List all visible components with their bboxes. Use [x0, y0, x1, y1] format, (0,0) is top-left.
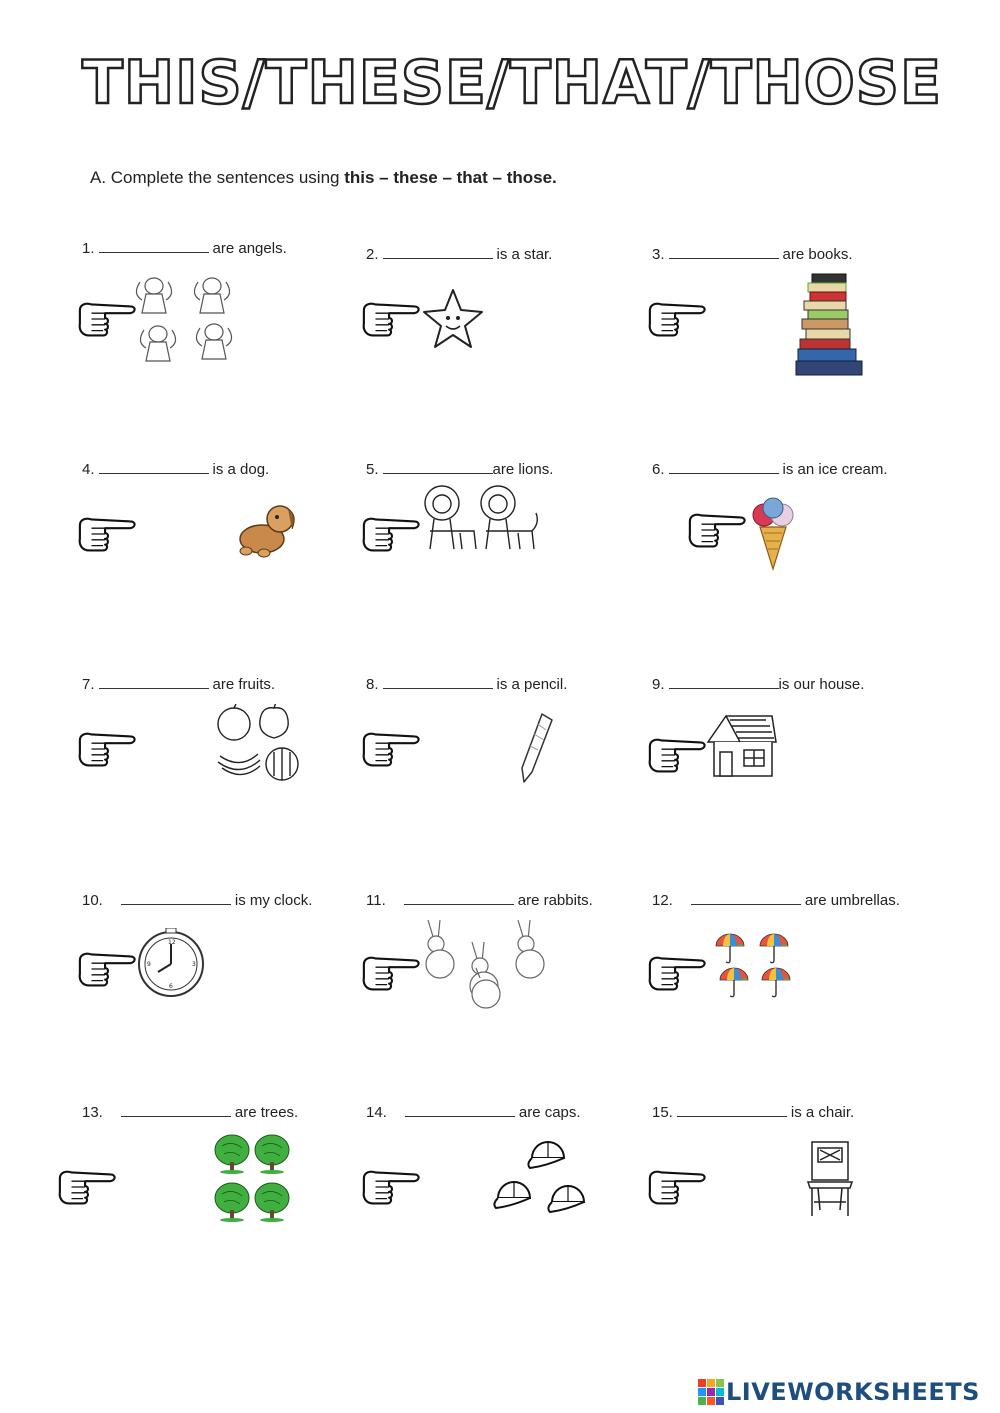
pointing-hand-icon [646, 298, 708, 340]
item-number: 14. [366, 1104, 387, 1121]
item-text: is my clock. [234, 892, 313, 909]
question-7 [82, 676, 275, 693]
item-text: are angels. [212, 240, 287, 257]
item-number: 3. [652, 246, 665, 263]
caps-icon [490, 1136, 590, 1226]
pointing-hand-icon [646, 952, 708, 994]
item-text: are umbrellas. [804, 892, 900, 909]
item-number: 12. [652, 892, 673, 909]
footer-brand-text: LIVEWORKSHEETS [726, 1378, 980, 1406]
instruction [90, 168, 557, 188]
exercise-item-1 [82, 240, 362, 390]
clock-icon [136, 928, 206, 998]
question-4 [82, 461, 269, 478]
question-2 [366, 246, 552, 263]
pointing-hand-icon [686, 509, 748, 551]
liveworksheets-logo-icon [698, 1379, 724, 1405]
item-number: 1. [82, 240, 95, 257]
question-1 [82, 240, 287, 257]
pointing-hand-icon [76, 513, 138, 555]
item-text: is a pencil. [496, 676, 568, 693]
answer-blank-15[interactable] [677, 1104, 787, 1117]
answer-blank-1[interactable] [99, 240, 209, 253]
answer-blank-10[interactable] [121, 892, 231, 905]
question-14 [366, 1104, 581, 1121]
pointing-hand-icon [360, 298, 422, 340]
pointing-hand-icon [56, 1166, 118, 1208]
question-9 [652, 676, 864, 693]
dog-icon [232, 497, 302, 563]
pointing-hand-icon [76, 948, 138, 990]
item-text: is an ice cream. [782, 461, 888, 478]
question-13 [82, 1104, 298, 1121]
answer-blank-13[interactable] [121, 1104, 231, 1117]
pointing-hand-icon [360, 728, 422, 770]
item-text: are books. [782, 246, 853, 263]
answer-blank-3[interactable] [669, 246, 779, 259]
answer-blank-2[interactable] [383, 246, 493, 259]
item-number: 9. [652, 676, 665, 693]
exercise-item-12 [652, 892, 932, 1042]
answer-blank-11[interactable] [404, 892, 514, 905]
question-15 [652, 1104, 854, 1121]
item-number: 11. [366, 892, 386, 909]
fruits-icon [216, 704, 306, 784]
item-number: 5. [366, 461, 379, 478]
item-number: 15. [652, 1104, 673, 1121]
item-text: is a dog. [212, 461, 270, 478]
pointing-hand-icon [646, 734, 708, 776]
instruction-prefix: A. Complete the sentences using [90, 168, 345, 187]
instruction-words: this – these – that – those. [344, 168, 557, 187]
pointing-hand-icon [76, 298, 138, 340]
item-number: 2. [366, 246, 379, 263]
item-text: is a chair. [790, 1104, 855, 1121]
lions-icon [420, 483, 542, 555]
trees-icon [214, 1132, 294, 1228]
ice-cream-icon [750, 497, 796, 571]
exercise-item-14 [366, 1104, 646, 1254]
question-11 [366, 892, 593, 909]
exercise-item-6 [652, 461, 932, 611]
house-icon [704, 712, 778, 780]
answer-blank-4[interactable] [99, 461, 209, 474]
worksheet-title: THIS/THESE/THAT/THOSE [82, 48, 942, 118]
svg-text:9: 9 [147, 961, 151, 968]
answer-blank-7[interactable] [99, 676, 209, 689]
answer-blank-8[interactable] [383, 676, 493, 689]
pointing-hand-icon [360, 952, 422, 994]
question-12 [652, 892, 900, 909]
answer-blank-12[interactable] [691, 892, 801, 905]
umbrellas-icon [714, 932, 800, 1006]
pointing-hand-icon [360, 1166, 422, 1208]
svg-text:12: 12 [168, 939, 176, 946]
exercise-item-15 [652, 1104, 932, 1254]
exercise-item-8 [366, 676, 646, 826]
books-icon [794, 268, 866, 383]
exercise-item-4 [82, 461, 362, 611]
item-text: are trees. [234, 1104, 299, 1121]
question-5 [366, 461, 553, 478]
pointing-hand-icon [76, 728, 138, 770]
angels-icon [132, 268, 247, 368]
chair-icon [806, 1138, 856, 1218]
answer-blank-5[interactable] [383, 461, 493, 474]
item-number: 10. [82, 892, 103, 909]
exercise-item-10 [82, 892, 362, 1042]
star-icon [420, 286, 486, 352]
item-number: 6. [652, 461, 665, 478]
question-8 [366, 676, 567, 693]
question-10 [82, 892, 312, 909]
pointing-hand-icon [360, 513, 422, 555]
item-number: 4. [82, 461, 95, 478]
item-text: is a star. [496, 246, 553, 263]
exercise-item-5 [366, 461, 646, 611]
rabbits-icon [416, 918, 556, 1014]
question-6 [652, 461, 888, 478]
item-number: 8. [366, 676, 379, 693]
question-3 [652, 246, 853, 263]
item-text: are caps. [518, 1104, 581, 1121]
item-text: are lions. [492, 461, 554, 478]
item-text: are rabbits. [517, 892, 593, 909]
item-number: 13. [82, 1104, 103, 1121]
exercise-item-13 [82, 1104, 362, 1254]
item-number: 7. [82, 676, 95, 693]
exercise-item-11 [366, 892, 646, 1042]
item-text: are fruits. [212, 676, 276, 693]
exercise-item-2 [366, 246, 646, 396]
exercise-item-7 [82, 676, 362, 826]
exercise-item-3 [652, 246, 932, 396]
svg-text:3: 3 [192, 961, 196, 968]
pencil-icon [516, 710, 556, 786]
exercise-item-9 [652, 676, 932, 826]
answer-blank-9[interactable] [669, 676, 779, 689]
footer-brand [698, 1378, 980, 1408]
answer-blank-14[interactable] [405, 1104, 515, 1117]
pointing-hand-icon [646, 1166, 708, 1208]
item-text: is our house. [778, 676, 865, 693]
answer-blank-6[interactable] [669, 461, 779, 474]
svg-text:6: 6 [169, 983, 173, 990]
